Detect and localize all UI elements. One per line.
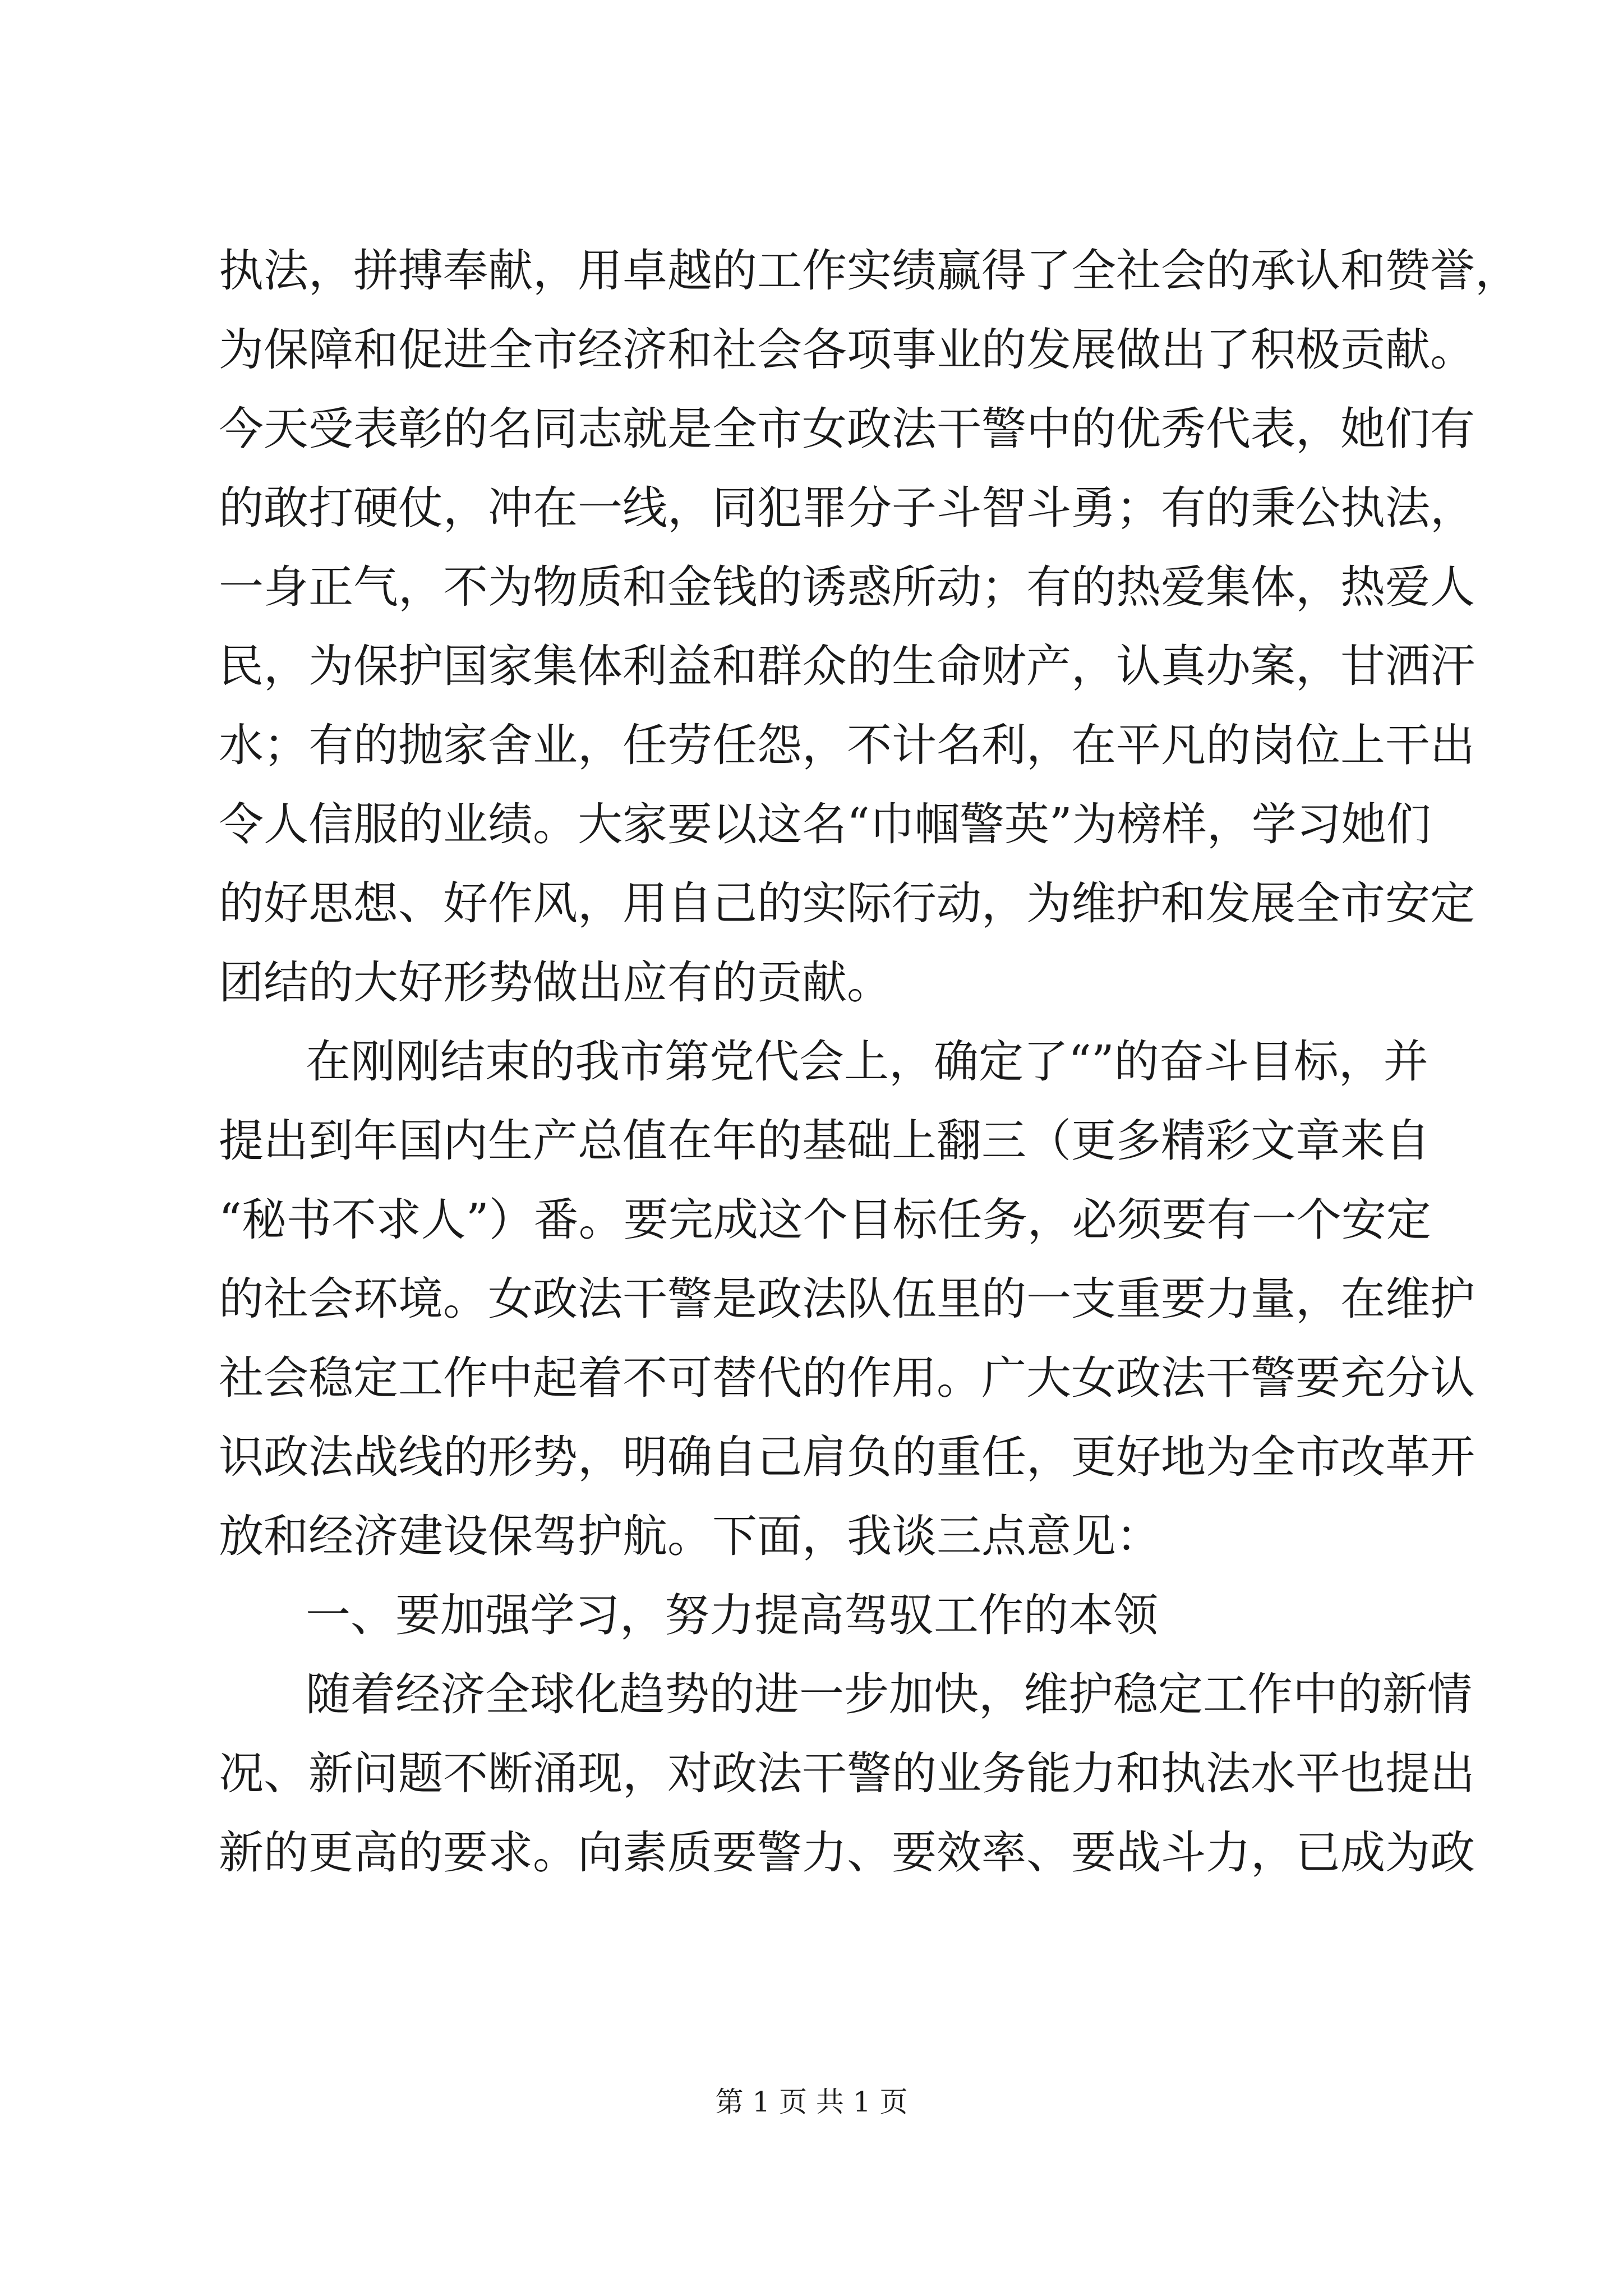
text-line: 的敢打硬仗，冲在一线，同犯罪分子斗智斗勇；有的秉公执法， <box>219 482 1475 534</box>
text-line: 团结的大好形势做出应有的贡献。 <box>219 956 892 1009</box>
text-line: 况、新问题不断涌现，对政法干警的业务能力和执法水平也提出 <box>219 1747 1475 1800</box>
text-line: 令人信服的业绩。大家要以这名“巾帼警英”为榜样，学习她们 <box>219 798 1431 850</box>
text-line: 水；有的抛家舍业，任劳任怨，不计名利，在平凡的岗位上干出 <box>219 719 1475 771</box>
text-line: 放和经济建设保驾护航。下面，我谈三点意见： <box>219 1510 1161 1562</box>
text-line: 提出到年国内生产总值在年的基础上翻三（更多精彩文章来自 <box>219 1115 1430 1167</box>
section-heading: 一、要加强学习，努力提高驾驭工作的本领 <box>306 1589 1158 1641</box>
text-line: 今天受表彰的名同志就是全市女政法干警中的优秀代表，她们有 <box>219 403 1475 455</box>
text-line: 的好思想、好作风，用自己的实际行动，为维护和发展全市安定 <box>219 877 1475 930</box>
text-line: 民，为保护国家集体利益和群众的生命财产，认真办案，甘洒汗 <box>219 640 1475 692</box>
text-line: 识政法战线的形势，明确自己肩负的重任，更好地为全市改革开 <box>219 1431 1475 1483</box>
paragraph-first-line: 在刚刚结束的我市第党代会上，确定了“”的奋斗目标，并 <box>306 1036 1428 1088</box>
paragraph-first-line: 随着经济全球化趋势的进一步加快，维护稳定工作中的新情 <box>306 1668 1472 1720</box>
text-line: 执法，拼搏奉献，用卓越的工作实绩赢得了全社会的承认和赞誉， <box>219 245 1520 297</box>
text-line: 社会稳定工作中起着不可替代的作用。广大女政法干警要充分认 <box>219 1352 1475 1404</box>
text-line: 新的更高的要求。向素质要警力、要效率、要战斗力，已成为政 <box>219 1826 1475 1879</box>
page-footer: 第 1 页 共 1 页 <box>715 2086 908 2118</box>
text-line: 为保障和促进全市经济和社会各项事业的发展做出了积极贡献。 <box>219 324 1475 376</box>
text-line: 一身正气，不为物质和金钱的诱惑所动；有的热爱集体，热爱人 <box>219 561 1475 613</box>
text-line: “秘书不求人”）番。要完成这个目标任务，必须要有一个安定 <box>219 1194 1431 1246</box>
text-line: 的社会环境。女政法干警是政法队伍里的一支重要力量，在维护 <box>219 1273 1475 1325</box>
